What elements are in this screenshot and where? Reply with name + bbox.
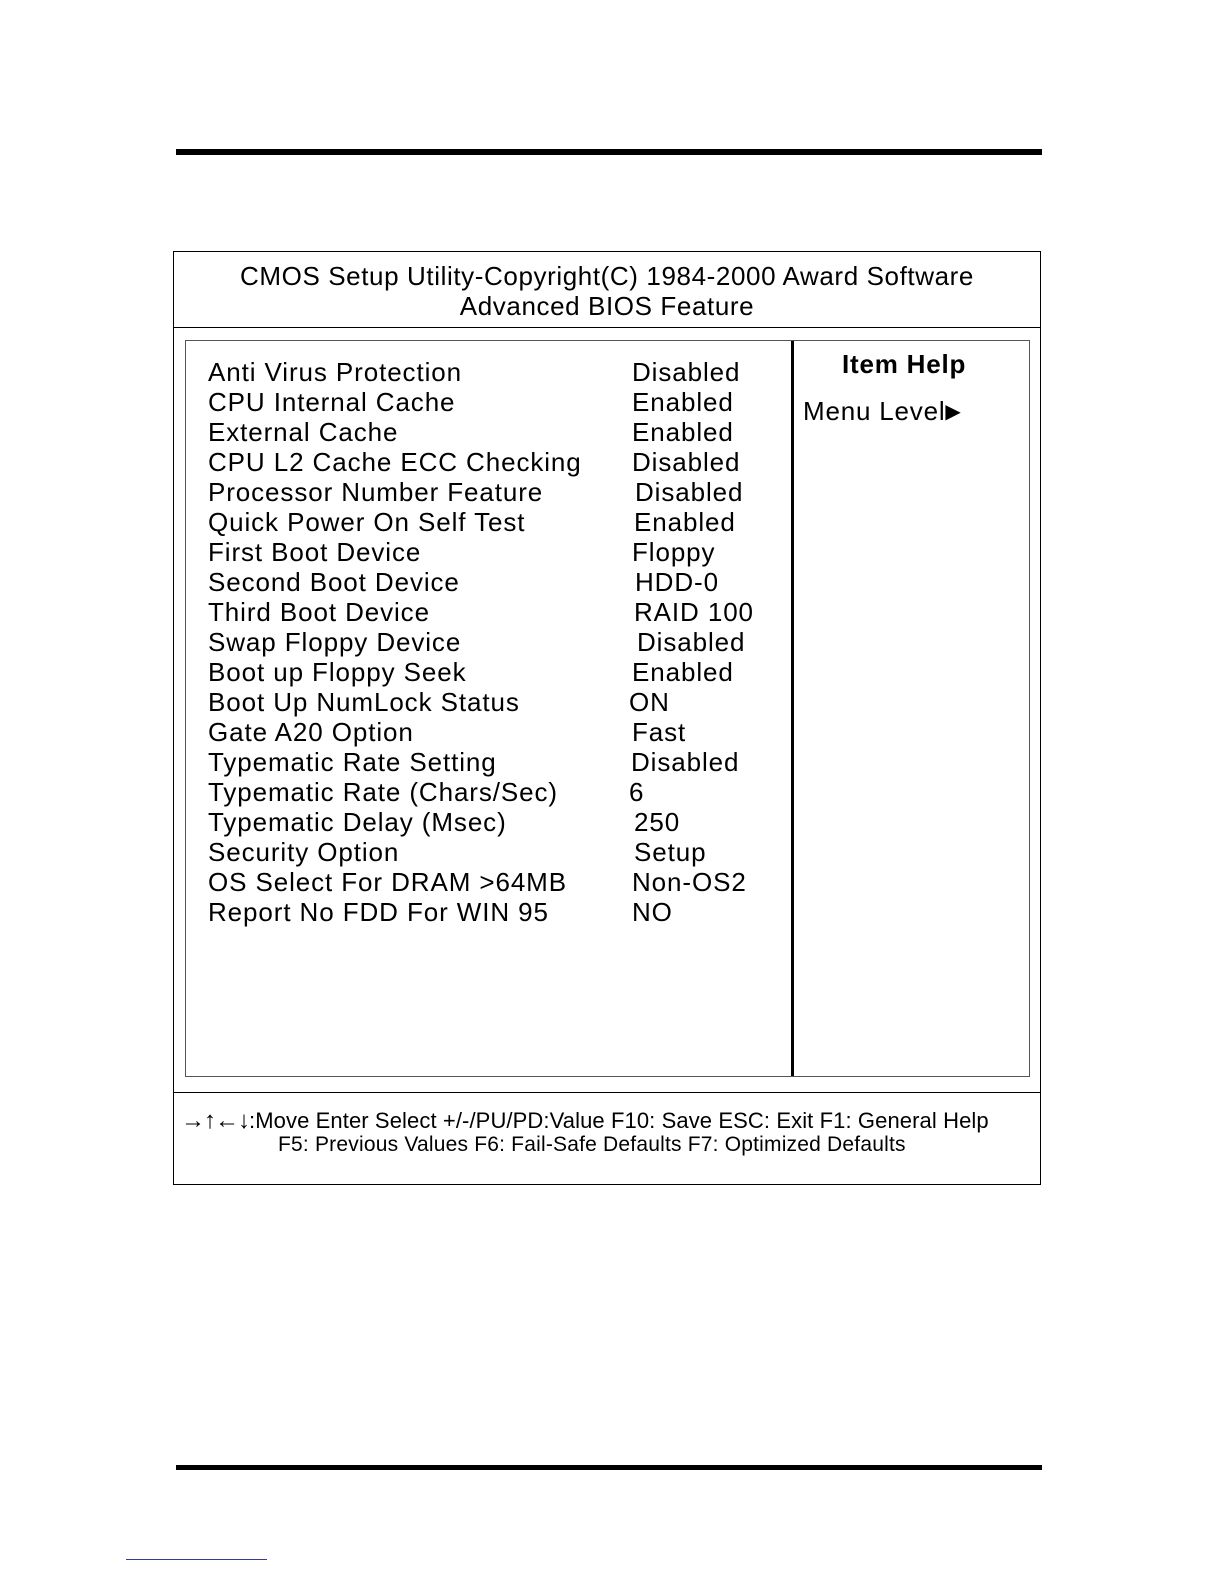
setting-value[interactable]: Fast	[632, 717, 687, 747]
top-rule	[176, 149, 1042, 155]
bios-setup-screen	[173, 251, 1041, 1185]
setting-row-os-select-for-dram[interactable]	[208, 867, 778, 897]
footnote-separator	[126, 1559, 267, 1560]
setting-value[interactable]: Disabled	[632, 447, 741, 477]
setting-value[interactable]: Floppy	[632, 537, 716, 567]
setting-label: Swap Floppy Device	[208, 627, 462, 657]
setting-label: CPU Internal Cache	[208, 387, 456, 417]
bottom-rule	[176, 1465, 1042, 1470]
setting-label: Third Boot Device	[208, 597, 430, 627]
setting-value[interactable]: Enabled	[632, 387, 734, 417]
setting-value[interactable]: HDD-0	[635, 567, 719, 597]
setting-row-processor-number-feature[interactable]	[208, 477, 778, 507]
setting-label: First Boot Device	[208, 537, 422, 567]
setting-label: Second Boot Device	[208, 567, 460, 597]
setting-row-boot-up-floppy-seek[interactable]	[208, 657, 778, 687]
setting-value[interactable]: Enabled	[632, 417, 734, 447]
setting-row-cpu-internal-cache[interactable]	[208, 387, 778, 417]
setting-label: Gate A20 Option	[208, 717, 414, 747]
setting-row-typematic-delay[interactable]	[208, 807, 778, 837]
setting-row-typematic-rate-setting[interactable]	[208, 747, 778, 777]
setting-label: Typematic Delay (Msec)	[208, 807, 507, 837]
page-title: Advanced BIOS Feature	[459, 291, 755, 321]
setting-row-boot-up-numlock-status[interactable]	[208, 687, 778, 717]
setting-value[interactable]: NO	[632, 897, 673, 927]
utility-title: CMOS Setup Utility-Copyright(C) 1984-2000 Award Software	[240, 261, 974, 291]
setting-row-gate-a20-option[interactable]	[208, 717, 778, 747]
menu-level	[803, 396, 962, 427]
setting-row-second-boot-device[interactable]	[208, 567, 778, 597]
setting-value[interactable]: RAID 100	[634, 597, 754, 627]
setting-value[interactable]: Disabled	[631, 747, 740, 777]
navigation-arrows-icon: →↑←↓	[181, 1107, 249, 1134]
item-help-title: Item Help	[842, 349, 967, 379]
setting-row-security-option[interactable]	[208, 837, 778, 867]
setting-value[interactable]: Disabled	[637, 627, 746, 657]
setting-label: OS Select For DRAM >64MB	[208, 867, 567, 897]
bios-body	[185, 340, 1030, 1077]
item-help-panel	[794, 341, 1030, 1076]
key-legend-line-2: F5: Previous Values F6: Fail-Safe Defaults F7: Optimized Defaults	[278, 1133, 906, 1156]
setting-label: Report No FDD For WIN 95	[208, 897, 549, 927]
setting-value[interactable]: 6	[629, 777, 645, 807]
key-legend-line-1	[181, 1107, 989, 1135]
setting-row-first-boot-device[interactable]	[208, 537, 778, 567]
setting-label: Anti Virus Protection	[208, 357, 462, 387]
setting-row-external-cache[interactable]	[208, 417, 778, 447]
key-legend-text-1: :Move Enter Select +/-/PU/PD:Value F10: Save ESC: Exit F1: General Help	[249, 1108, 989, 1133]
setting-value[interactable]: ON	[629, 687, 670, 717]
setting-row-cpu-l2-cache-ecc[interactable]	[208, 447, 778, 477]
setting-row-swap-floppy-device[interactable]	[208, 627, 778, 657]
bios-header	[174, 252, 1040, 328]
setting-label: Security Option	[208, 837, 400, 867]
setting-value[interactable]: Setup	[634, 837, 707, 867]
setting-label: CPU L2 Cache ECC Checking	[208, 447, 582, 477]
setting-row-anti-virus-protection[interactable]	[208, 357, 778, 387]
setting-label: Typematic Rate Setting	[208, 747, 497, 777]
setting-value[interactable]: Non-OS2	[632, 867, 747, 897]
setting-label: Quick Power On Self Test	[208, 507, 526, 537]
setting-row-third-boot-device[interactable]	[208, 597, 778, 627]
settings-list	[186, 341, 792, 1076]
menu-level-arrow-icon: ▶	[945, 401, 962, 423]
setting-label: Typematic Rate (Chars/Sec)	[208, 777, 558, 807]
setting-value[interactable]: Enabled	[632, 657, 734, 687]
key-legend	[174, 1092, 1040, 1184]
setting-value[interactable]: Disabled	[635, 477, 744, 507]
menu-level-label: Menu Level	[803, 396, 946, 426]
setting-row-report-no-fdd-for-win95[interactable]	[208, 897, 778, 927]
setting-label: Boot up Floppy Seek	[208, 657, 467, 687]
setting-value[interactable]: Disabled	[632, 357, 741, 387]
setting-value[interactable]: Enabled	[634, 507, 736, 537]
setting-label: Boot Up NumLock Status	[208, 687, 520, 717]
setting-value[interactable]: 250	[634, 807, 681, 837]
setting-label: External Cache	[208, 417, 399, 447]
setting-label: Processor Number Feature	[208, 477, 544, 507]
setting-row-quick-power-on-self-test[interactable]	[208, 507, 778, 537]
setting-row-typematic-rate[interactable]	[208, 777, 778, 807]
